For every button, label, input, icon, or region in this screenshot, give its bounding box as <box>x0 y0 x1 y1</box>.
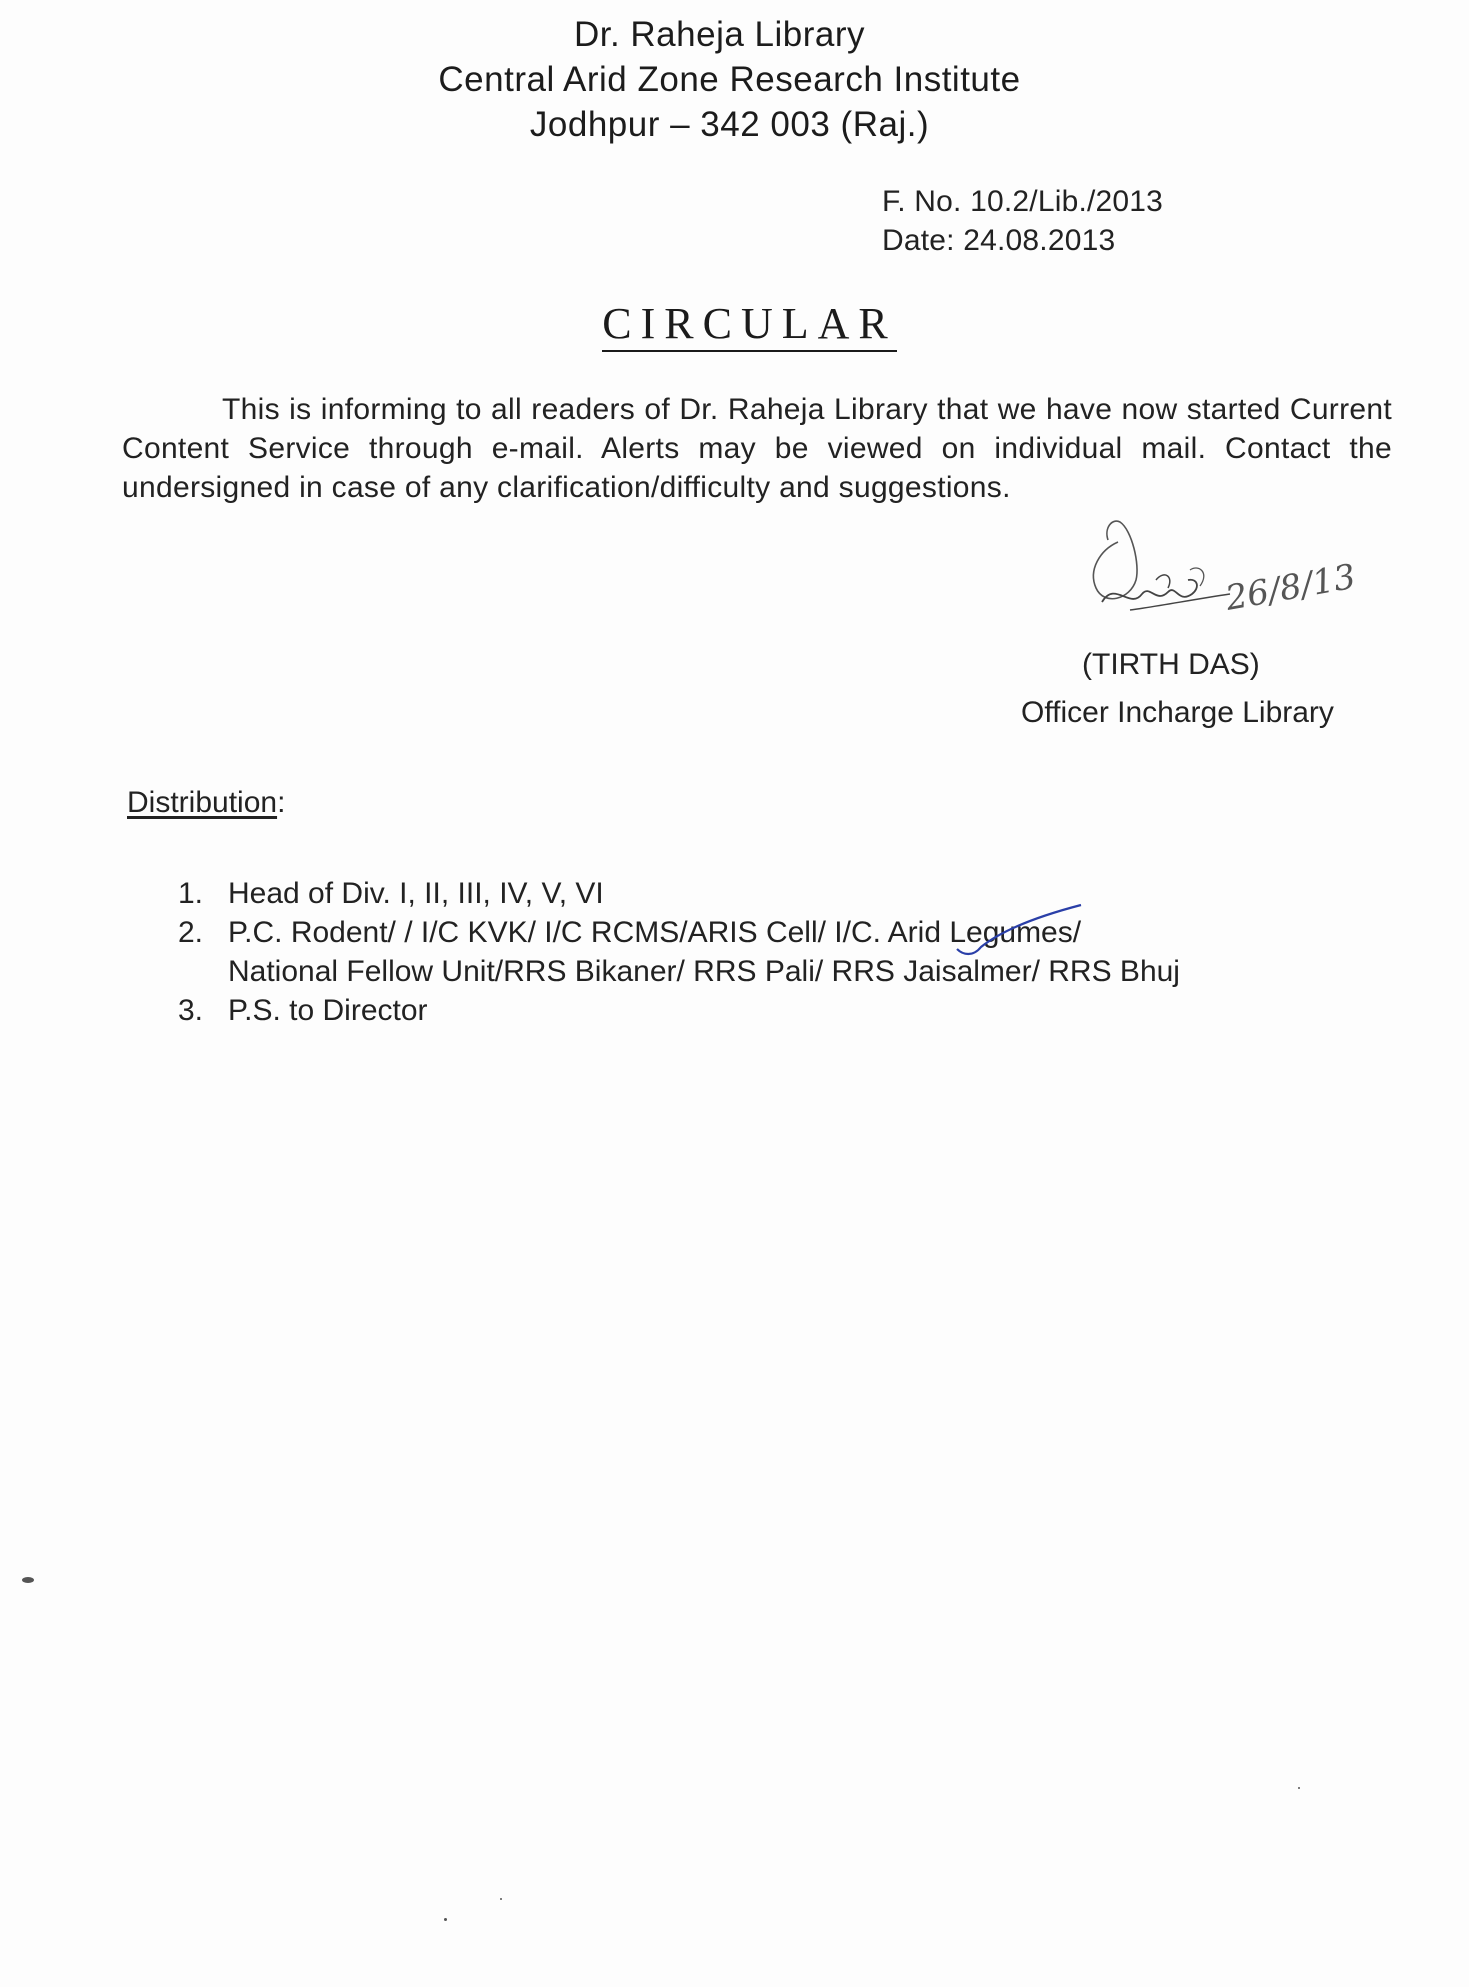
signature-date: 26/8/13 <box>1222 556 1359 619</box>
item-number: 3. <box>178 994 204 1027</box>
item-text: P.S. to Director <box>228 994 428 1027</box>
distribution-heading <box>127 785 285 821</box>
distribution-item <box>178 874 1378 913</box>
file-info <box>882 182 1163 260</box>
file-number: F. No. 10.2/Lib./2013 <box>882 185 1164 218</box>
institute-name: Central Arid Zone Research Institute <box>438 60 1021 99</box>
item-text: P.C. Rodent/ / I/C KVK/ I/C RCMS/ARIS Cell/ I/C. Arid Legumes/ <box>228 916 1082 949</box>
item-text-continued: National Fellow Unit/RRS Bikaner/ RRS Pali/ RRS Jaisalmer/ RRS Bhuj <box>228 955 1180 988</box>
distribution-item <box>178 991 1378 1030</box>
scan-speck <box>500 1898 502 1900</box>
item-number: 1. <box>178 877 204 910</box>
distribution-heading-colon: : <box>277 786 286 819</box>
signatory-designation: Officer Incharge Library <box>1021 696 1334 729</box>
item-number: 2. <box>178 916 204 949</box>
handwritten-signature <box>1060 510 1360 660</box>
title-text: CIRCULAR <box>602 299 896 352</box>
circular-body: This is informing to all readers of Dr. Raheja Library that we have now started Current Content Service through e-mail. Alerts may be viewed on individual mail. Contact the undersigned in case of any clarification/difficulty and suggestions. <box>122 393 1392 504</box>
item-text: Head of Div. I, II, III, IV, V, VI <box>228 877 604 910</box>
distribution-heading-label: Distribution <box>127 786 278 819</box>
scan-speck <box>1298 1787 1300 1789</box>
scan-speck <box>22 1577 34 1583</box>
signature-drawing <box>1060 510 1360 660</box>
scan-speck <box>444 1918 447 1921</box>
circular-date: Date: 24.08.2013 <box>882 224 1116 257</box>
blue-tick-mark <box>955 903 1085 963</box>
library-name: Dr. Raheja Library <box>573 15 866 54</box>
signatory-name: (TIRTH DAS) <box>1082 648 1260 681</box>
distribution-list <box>178 874 1378 1030</box>
letterhead <box>0 12 1469 147</box>
institute-address: Jodhpur – 342 003 (Raj.) <box>529 105 930 144</box>
document-title <box>0 298 1469 349</box>
distribution-item <box>178 913 1378 991</box>
